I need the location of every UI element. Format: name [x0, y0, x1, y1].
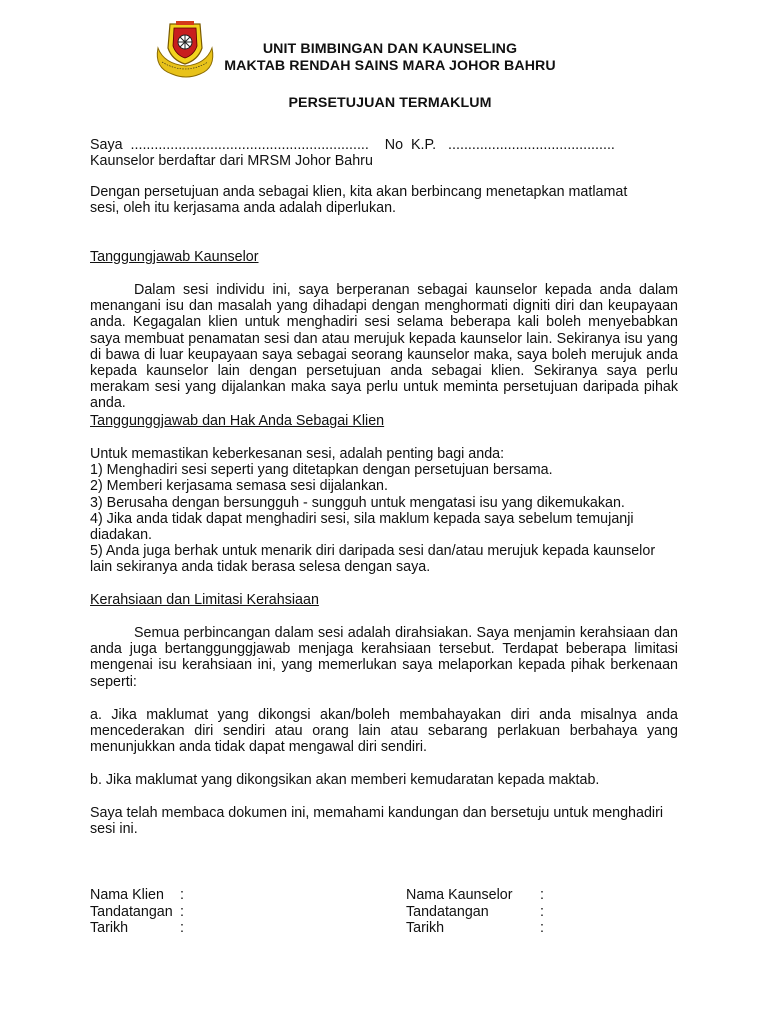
- counselor-name-colon: :: [540, 887, 544, 903]
- client-date-label: Tarikh: [90, 920, 129, 936]
- client-name-colon: :: [180, 887, 184, 903]
- counselor-date-colon: :: [540, 920, 544, 936]
- agreement-statement: Saya telah membaca dokumen ini, memahami kandungan dan bersetuju untuk menghadiri sesi ini.: [90, 805, 664, 838]
- list-item: 3) Berusaha dengan bersungguh - sungguh untuk mengatasi isu yang dikemukakan.: [90, 494, 625, 511]
- counselor-date-label: Tarikh: [406, 920, 445, 936]
- unit-name: UNIT BIMBINGAN DAN KAUNSELING: [262, 41, 518, 57]
- document-title: PERSETUJUAN TERMAKLUM: [288, 95, 492, 111]
- client-name-label: Nama Klien: [90, 887, 164, 903]
- client-rights-lead: Untuk memastikan keberkesanan sesi, adalah penting bagi anda:: [90, 446, 505, 462]
- list-item: 2) Memberi kerjasama semasa sesi dijalankan.: [90, 478, 388, 495]
- intro-paragraph: Dengan persetujuan anda sebagai klien, kita akan berbincang menetapkan matlamat sesi, oleh itu kerjasama anda adalah diperlukan.: [90, 184, 628, 217]
- confidentiality-paragraph: Semua perbincangan dalam sesi adalah dirahsiakan. Saya menjamin kerahsiaan dan anda juga bertanggunggjawab menjaga kerahsiaan tersebut. Terdapat beberapa limitasi mengenai isu kerahsiaan ini, yang memerlukan saya melaporkan kepada pihak berkenaan seperti:: [90, 625, 678, 690]
- client-date-colon: :: [180, 920, 184, 936]
- client-rights-list: [90, 446, 678, 576]
- list-item: 4) Jika anda tidak dapat menghadiri sesi, sila maklum kepada saya sebelum temujanji diadakan.: [90, 510, 634, 544]
- confidentiality-point-b: b. Jika maklumat yang dikongsikan akan memberi kemudaratan kepada maktab.: [90, 772, 600, 788]
- heading-client-rights: Tanggunggjawab dan Hak Anda Sebagai Klien: [90, 413, 385, 429]
- client-signature-block: [90, 887, 184, 937]
- confidentiality-point-a: a. Jika maklumat yang dikongsi akan/boleh membahayakan diri anda misalnya anda mencederakan diri sendiri atau orang lain atau sebarang perlakuan berbahaya yang menunjukkan anda tidak dapat mengawal diri sendiri.: [90, 707, 678, 756]
- list-item: 1) Menghadiri sesi seperti yang ditetapkan dengan persetujuan bersama.: [90, 462, 553, 479]
- saya-line: Saya ............................................................ No K.P. ..........................................: [90, 137, 615, 153]
- counselor-signature-block: [406, 887, 544, 937]
- counselor-signature-label: Tandatangan: [406, 903, 489, 920]
- counselor-responsibility-paragraph: Dalam sesi individu ini, saya berperanan sebagai kaunselor kepada anda dalam menangani isu dan masalah yang dihadapi dengan menghormati digniti diri dan keupayaan anda. Kegagalan klien untuk menghadiri sesi selama beberapa kali boleh menyebabkan saya membuat penamatan sesi dan atau merujuk kepada kaunselor lain. Sekiranya isu yang di bawa di luar keupayaan saya sebagai seorang kaunselor maka, saya boleh merujuk anda kepada kaunselor lain dengan persetujuan anda sebagai klien. Sekiranya saya perlu merakam sesi yang dijalankan maka saya perlu untuk meminta persetujuan daripada pihak anda.: [90, 282, 678, 412]
- client-signature-colon: :: [180, 903, 184, 920]
- heading-counselor-responsibility: Tanggungjawab Kaunselor: [90, 249, 259, 265]
- identity-block: [90, 137, 678, 169]
- client-signature-label: Tandatangan: [90, 903, 173, 920]
- institution-name: MAKTAB RENDAH SAINS MARA JOHOR BAHRU: [224, 58, 556, 74]
- counselor-signature-colon: :: [540, 903, 544, 920]
- kaunselor-line: Kaunselor berdaftar dari MRSM Johor Bahru: [90, 153, 373, 170]
- heading-confidentiality: Kerahsiaan dan Limitasi Kerahsiaan: [90, 592, 319, 608]
- counselor-name-label: Nama Kaunselor: [406, 887, 513, 903]
- list-item: 5) Anda juga berhak untuk menarik diri daripada sesi dan/atau merujuk kepada kaunselor lain sekiranya anda tidak berasa selesa dengan saya.: [90, 543, 656, 576]
